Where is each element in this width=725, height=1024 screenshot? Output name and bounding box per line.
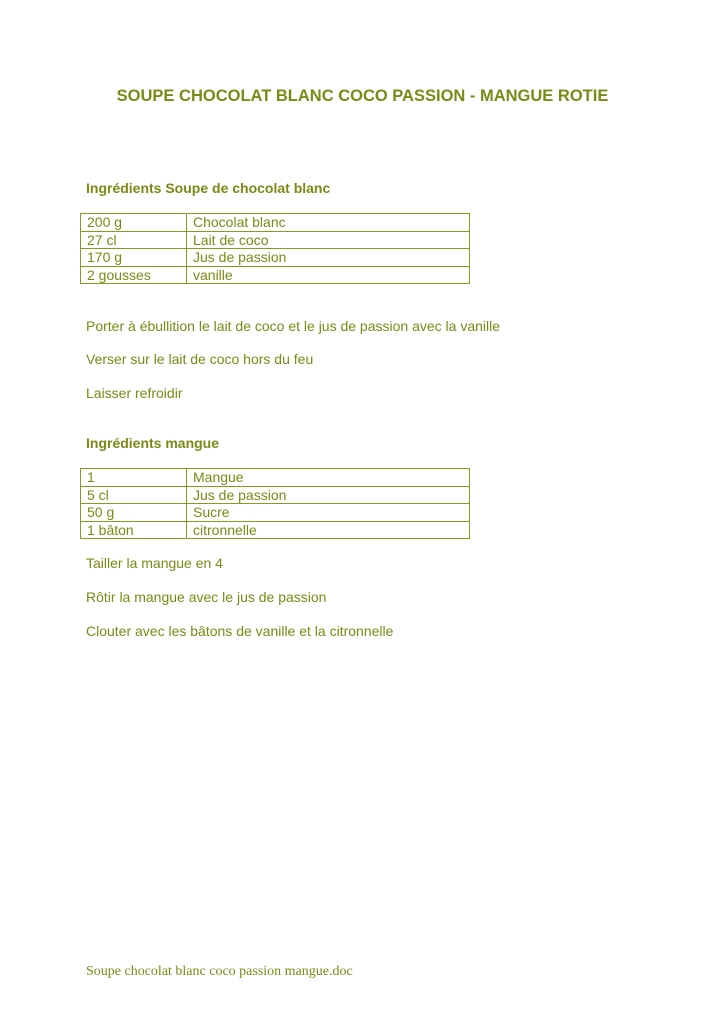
ingredient-name: Lait de coco xyxy=(187,231,470,249)
ingredient-name: Sucre xyxy=(187,504,470,522)
table-row xyxy=(81,231,470,249)
ingredient-name: Chocolat blanc xyxy=(187,214,470,232)
step-cut: Tailler la mangue en 4 xyxy=(86,555,223,571)
table-row xyxy=(81,504,470,522)
ingredient-quantity: 1 bâton xyxy=(81,521,187,539)
ingredient-quantity: 50 g xyxy=(81,504,187,522)
ingredient-quantity: 27 cl xyxy=(81,231,187,249)
step-boil: Porter à ébullition le lait de coco et le jus de passion avec la vanille xyxy=(86,318,501,334)
ingredients-table-mangue xyxy=(80,468,470,539)
ingredient-name: vanille xyxy=(187,266,470,284)
table-row xyxy=(81,486,470,504)
ingredient-quantity: 1 xyxy=(81,469,187,487)
step-roast: Rôtir la mangue avec le jus de passion xyxy=(86,589,327,605)
ingredient-quantity: 2 gousses xyxy=(81,266,187,284)
step-stud: Clouter avec les bâtons de vanille et la citronnelle xyxy=(86,623,394,639)
page-title: SOUPE CHOCOLAT BLANC COCO PASSION - MANGUE ROTIE xyxy=(116,87,609,105)
section-heading-soupe: Ingrédients Soupe de chocolat blanc xyxy=(86,180,331,196)
step-cool: Laisser refroidir xyxy=(86,385,183,401)
step-pour: Verser sur le lait de coco hors du feu xyxy=(86,351,314,367)
ingredient-quantity: 170 g xyxy=(81,249,187,267)
ingredient-quantity: 5 cl xyxy=(81,486,187,504)
ingredient-name: Jus de passion xyxy=(187,486,470,504)
ingredient-name: citronnelle xyxy=(187,521,470,539)
table-row xyxy=(81,469,470,487)
ingredient-name: Jus de passion xyxy=(187,249,470,267)
table-row xyxy=(81,214,470,232)
document-footer: Soupe chocolat blanc coco passion mangue.doc xyxy=(86,964,353,979)
ingredient-quantity: 200 g xyxy=(81,214,187,232)
section-heading-mangue: Ingrédients mangue xyxy=(86,435,220,451)
table-row xyxy=(81,521,470,539)
ingredient-name: Mangue xyxy=(187,469,470,487)
table-row xyxy=(81,249,470,267)
table-row xyxy=(81,266,470,284)
ingredients-table-soupe xyxy=(80,213,470,284)
